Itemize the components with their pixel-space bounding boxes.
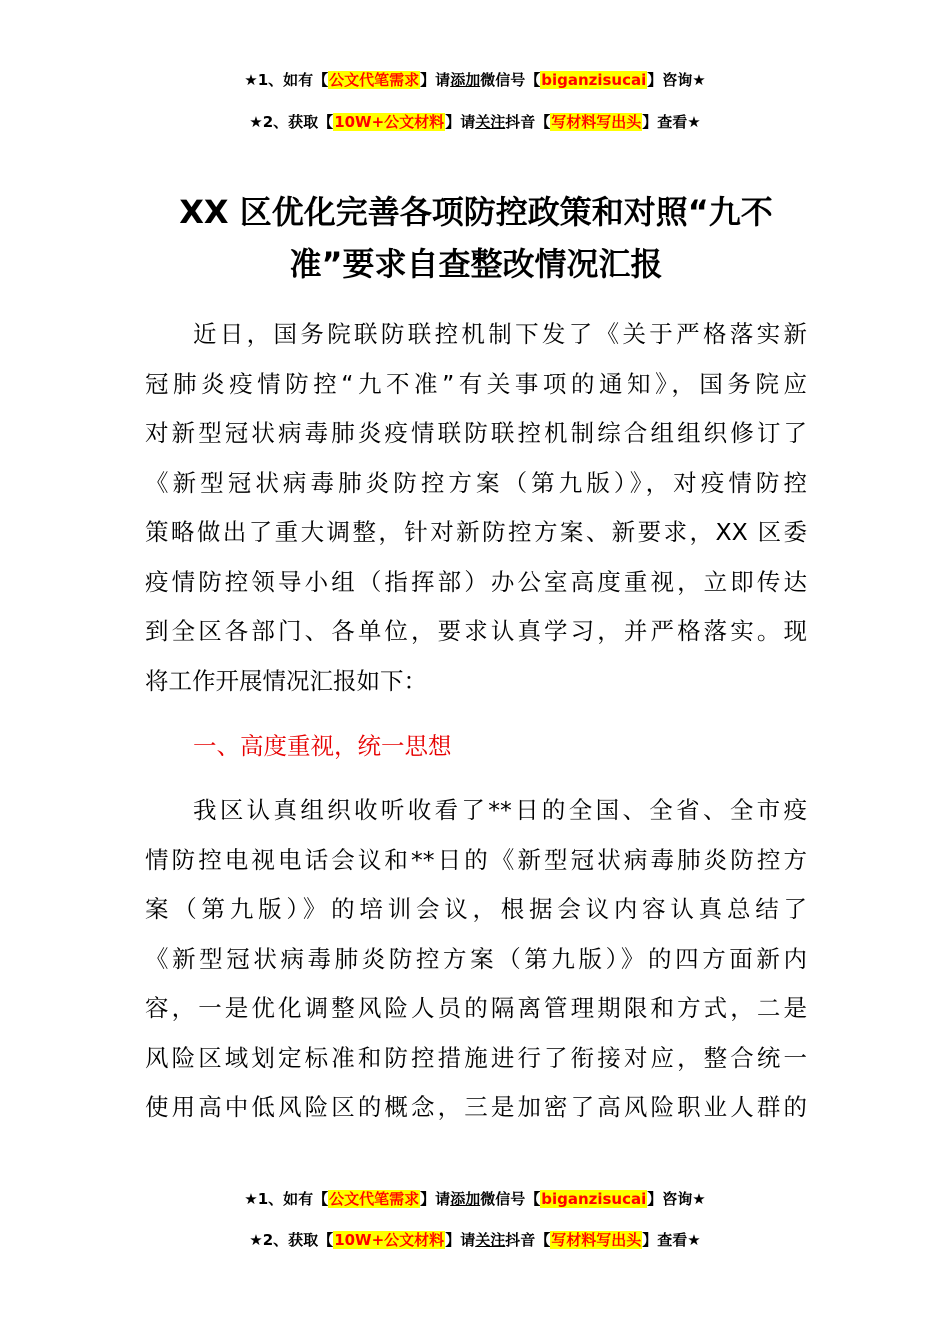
promo-text: 】请 — [445, 113, 476, 131]
paragraph-line: 策略做出了重大调整，针对新防控方案、新要求，XX 区委 — [145, 518, 807, 546]
paragraph-line: 容，一是优化调整风险人员的隔离管理期限和方式，二是 — [145, 994, 807, 1022]
paragraph-line: 风险区域划定标准和防控措施进行了衔接对应，整合统一 — [145, 1043, 807, 1072]
promo-highlight: 写材料写出头 — [551, 113, 642, 131]
paragraph-line: 我区认真组织收听收看了**日的全国、全省、全市疫 — [193, 796, 807, 824]
paragraph-line: 对新型冠状病毒肺炎疫情联防联控机制综合组组织修订了 — [145, 419, 807, 447]
promo-highlight: 10W+公文材料 — [334, 113, 445, 131]
promo-text: 】请 — [445, 1231, 476, 1249]
promo-prefix: ★1、如有【 — [244, 71, 329, 89]
paragraph-section-1 — [145, 786, 807, 1133]
paragraph-line: 将工作开展情况汇报如下： — [145, 666, 427, 695]
promo-line-2 — [0, 111, 950, 133]
paragraph-line: 到全区各部门、各单位，要求认真学习，并严格落实。现 — [145, 617, 807, 645]
promo-underlined: 添加 — [450, 71, 481, 89]
promo-highlight: 写材料写出头 — [551, 1231, 642, 1249]
paragraph-line: 情防控电视电话会议和**日的《新型冠状病毒肺炎防控方 — [145, 845, 807, 874]
promo-prefix: ★2、获取【 — [249, 1231, 334, 1249]
promo-text: 】请 — [420, 71, 451, 89]
paragraph-line: 案（第九版）》的培训会议，根据会议内容认真总结了 — [145, 895, 807, 923]
promo-underlined: 关注 — [475, 113, 506, 131]
promo-highlight: biganzisucai — [541, 71, 647, 89]
paragraph-line: 冠肺炎疫情防控“九不准”有关事项的通知》，国务院应 — [145, 369, 807, 398]
promo-prefix: ★2、获取【 — [249, 113, 334, 131]
promo-suffix: 】咨询★ — [647, 1190, 706, 1208]
promo-line-1 — [0, 69, 950, 91]
promo-highlight: 公文代笔需求 — [329, 1190, 420, 1208]
paragraph-line: 使用高中低风险区的概念，三是加密了高风险职业人群的 — [145, 1093, 807, 1121]
paragraph-line: 《新型冠状病毒肺炎防控方案（第九版）》的四方面新内 — [145, 944, 807, 973]
promo-underlined: 关注 — [475, 1231, 506, 1249]
promo-suffix: 】查看★ — [642, 113, 701, 131]
paragraph-intro — [145, 310, 807, 706]
promo-suffix: 】查看★ — [642, 1231, 701, 1249]
promo-line-2-footer — [0, 1229, 950, 1251]
promo-text: 抖音【 — [505, 113, 551, 131]
promo-suffix: 】咨询★ — [647, 71, 706, 89]
promo-text: 微信号【 — [480, 1190, 541, 1208]
document-title — [145, 186, 807, 290]
promo-highlight: 10W+公文材料 — [334, 1231, 445, 1249]
paragraph-line: 《新型冠状病毒肺炎防控方案（第九版）》，对疫情防控 — [145, 468, 807, 497]
paragraph-line: 疫情防控领导小组（指挥部）办公室高度重视，立即传达 — [145, 567, 807, 596]
section-heading: 一、高度重视，统一思想 — [193, 732, 452, 760]
promo-text: 抖音【 — [505, 1231, 551, 1249]
title-line: 准”要求自查整改情况汇报 — [289, 245, 663, 283]
promo-highlight: biganzisucai — [541, 1190, 647, 1208]
title-line: XX 区优化完善各项防控政策和对照“九不 — [179, 193, 773, 231]
promo-prefix: ★1、如有【 — [244, 1190, 329, 1208]
promo-line-1-footer — [0, 1188, 950, 1210]
promo-text: 】请 — [420, 1190, 451, 1208]
paragraph-line: 近日，国务院联防联控机制下发了《关于严格落实新 — [193, 320, 807, 348]
promo-text: 微信号【 — [480, 71, 541, 89]
promo-highlight: 公文代笔需求 — [329, 71, 420, 89]
promo-underlined: 添加 — [450, 1190, 481, 1208]
